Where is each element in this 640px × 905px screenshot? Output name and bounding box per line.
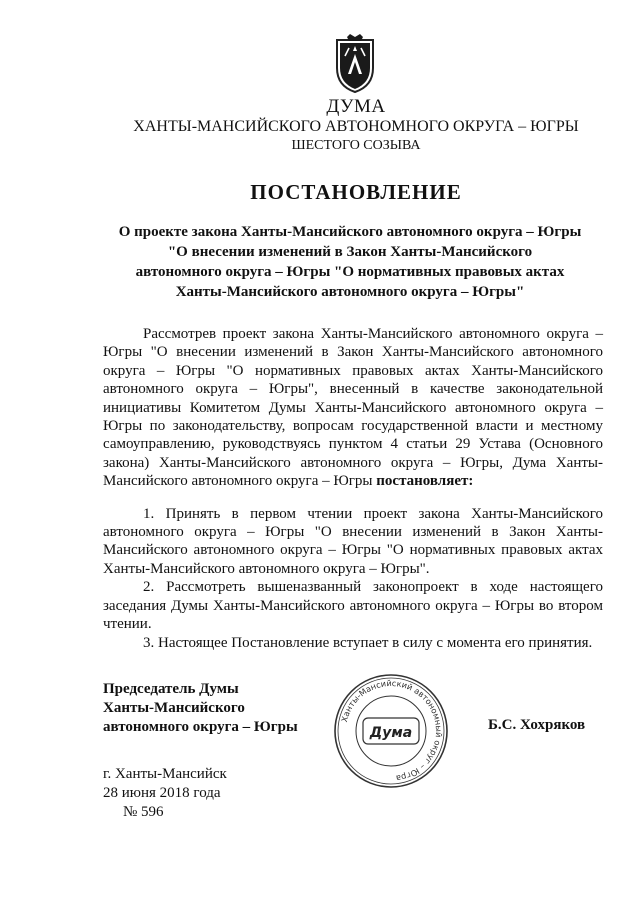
document-body [103, 325, 603, 652]
signer-position [103, 680, 298, 737]
stamp-center-text: Дума [369, 725, 413, 741]
subject-line: "О внесении изменений в Закон Ханты-Мансийского [167, 244, 533, 260]
coat-of-arms-icon [333, 34, 377, 94]
organization-name: ДУМА [326, 96, 386, 117]
preamble-paragraph [103, 325, 603, 491]
official-stamp [332, 672, 450, 790]
preamble-text: Рассмотрев проект закона Ханты-Мансийского автономного округа – Югры "О внесении изменений в Закон Ханты-Мансийского автономного округа – Югры "О нормативных правовых актах Ханты-Мансийского автономного округа – Югры", внесенный в качестве законодательной инициативы Комитетом Думы Ханты-Мансийского автономного округа – Югры по законодательству, вопросам государственной власти и местному самоуправлению, руководствуясь пунктом 4 статьи 29 Устава (Основного закона) Ханты-Мансийского автономного округа – Югры, Дума Ханты-Мансийского автономного округа – Югры [103, 326, 603, 490]
subject-line: автономного округа – Югры "О нормативных правовых актах [135, 264, 565, 280]
signer-position-line: Председатель Думы [103, 681, 239, 697]
organization-convocation: ШЕСТОГО СОЗЫВА [291, 138, 421, 153]
resolution-keyword: постановляет: [376, 473, 474, 490]
stamp-ring-text: Ханты-Мансийский автономный округ – Югра [338, 677, 445, 784]
document-subject [110, 222, 590, 302]
document-number: № 596 [123, 804, 164, 820]
document-date: 28 июня 2018 года [103, 785, 221, 801]
document-footer [103, 765, 227, 822]
subject-line: Ханты-Мансийского автономного округа – Югры" [175, 284, 525, 300]
document-type: ПОСТАНОВЛЕНИЕ [250, 180, 462, 204]
resolution-item: 3. Настоящее Постановление вступает в силу с момента его принятия. [143, 634, 593, 651]
organization-region: ХАНТЫ-МАНСИЙСКОГО АВТОНОМНОГО ОКРУГА – ЮГРЫ [133, 118, 579, 135]
resolution-item: 1. Принять в первом чтении проект закона Ханты-Мансийского автономного округа – Югры "О внесении изменений в Закон Ханты-Мансийского автономного округа – Югры "О нормативных правовых актах Ханты-Мансийского автономного округа – Югры". [103, 505, 603, 577]
subject-line: О проекте закона Ханты-Мансийского автономного округа – Югры [118, 224, 582, 240]
signer-name: Б.С. Хохряков [488, 717, 586, 733]
signer-position-line: автономного округа – Югры [103, 719, 298, 735]
signer-position-line: Ханты-Мансийского [103, 700, 245, 716]
resolution-item: 2. Рассмотреть вышеназванный законопроект в ходе настоящего заседания Думы Ханты-Мансийского автономного округа – Югры во втором чтении. [103, 579, 603, 633]
place-city: г. Ханты-Мансийск [103, 766, 227, 782]
